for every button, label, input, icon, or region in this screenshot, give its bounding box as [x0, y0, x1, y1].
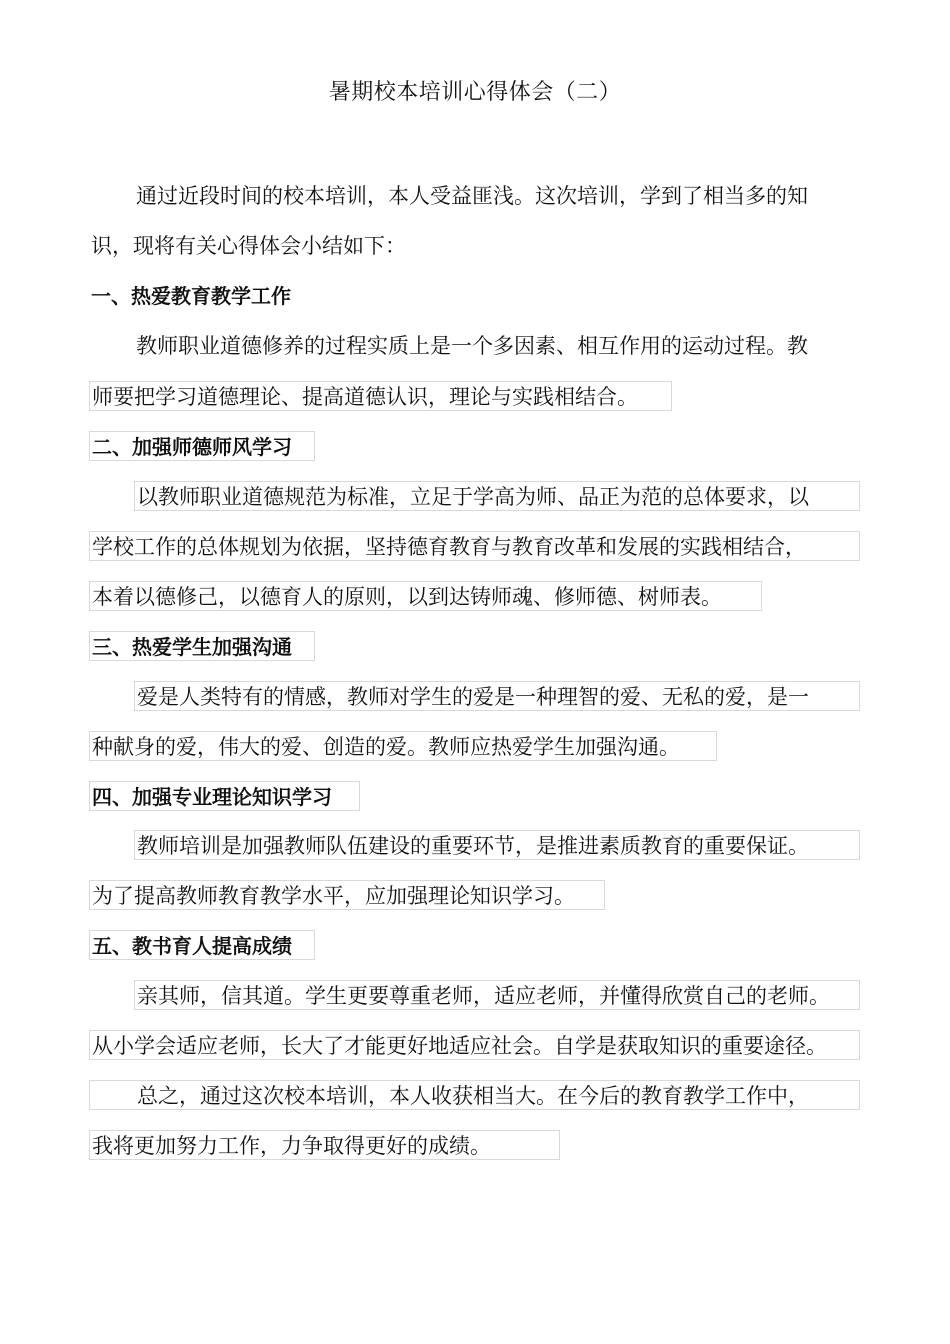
section-heading-3: 三、热爱学生加强沟通 — [89, 631, 315, 661]
paragraph-2-line-2: 学校工作的总体规划为依据，坚持德育教育与教育改革和发展的实践相结合， — [89, 531, 860, 561]
paragraph-5-line-1: 亲其师，信其道。学生更要尊重老师，适应老师，并懂得欣赏自己的老师。 — [134, 980, 860, 1010]
paragraph-2-line-1: 以教师职业道德规范为标准，立足于学高为师、品正为范的总体要求，以 — [134, 481, 860, 511]
paragraph-3-line-2: 种献身的爱，伟大的爱、创造的爱。教师应热爱学生加强沟通。 — [89, 731, 717, 761]
paragraph-intro-line-2: 识，现将有关心得体会小结如下： — [91, 234, 406, 258]
section-heading-1: 一、热爱教育教学工作 — [91, 284, 291, 308]
paragraph-4-line-1: 教师培训是加强教师队伍建设的重要环节，是推进素质教育的重要保证。 — [134, 830, 860, 860]
paragraph-intro-line-1: 通过近段时间的校本培训，本人受益匪浅。这次培训，学到了相当多的知 — [136, 184, 808, 208]
paragraph-conclusion-line-2: 我将更加努力工作，力争取得更好的成绩。 — [89, 1130, 560, 1160]
paragraph-conclusion-line-1: 总之，通过这次校本培训，本人收获相当大。在今后的教育教学工作中， — [89, 1080, 860, 1110]
paragraph-1-line-1: 教师职业道德修养的过程实质上是一个多因素、相互作用的运动过程。教 — [136, 334, 808, 358]
section-heading-2: 二、加强师德师风学习 — [89, 431, 315, 461]
paragraph-4-line-2: 为了提高教师教育教学水平，应加强理论知识学习。 — [89, 880, 605, 910]
paragraph-1-line-2: 师要把学习道德理论、提高道德认识，理论与实践相结合。 — [89, 381, 672, 411]
paragraph-5-line-2: 从小学会适应老师，长大了才能更好地适应社会。自学是获取知识的重要途径。 — [89, 1030, 860, 1060]
section-heading-5: 五、教书育人提高成绩 — [89, 930, 315, 960]
section-heading-4: 四、加强专业理论知识学习 — [89, 781, 360, 811]
paragraph-3-line-1: 爱是人类特有的情感，教师对学生的爱是一种理智的爱、无私的爱，是一 — [134, 681, 860, 711]
paragraph-2-line-3: 本着以德修己，以德育人的原则，以到达铸师魂、修师德、树师表。 — [89, 581, 762, 611]
document-title: 暑期校本培训心得体会（二） — [328, 80, 622, 105]
